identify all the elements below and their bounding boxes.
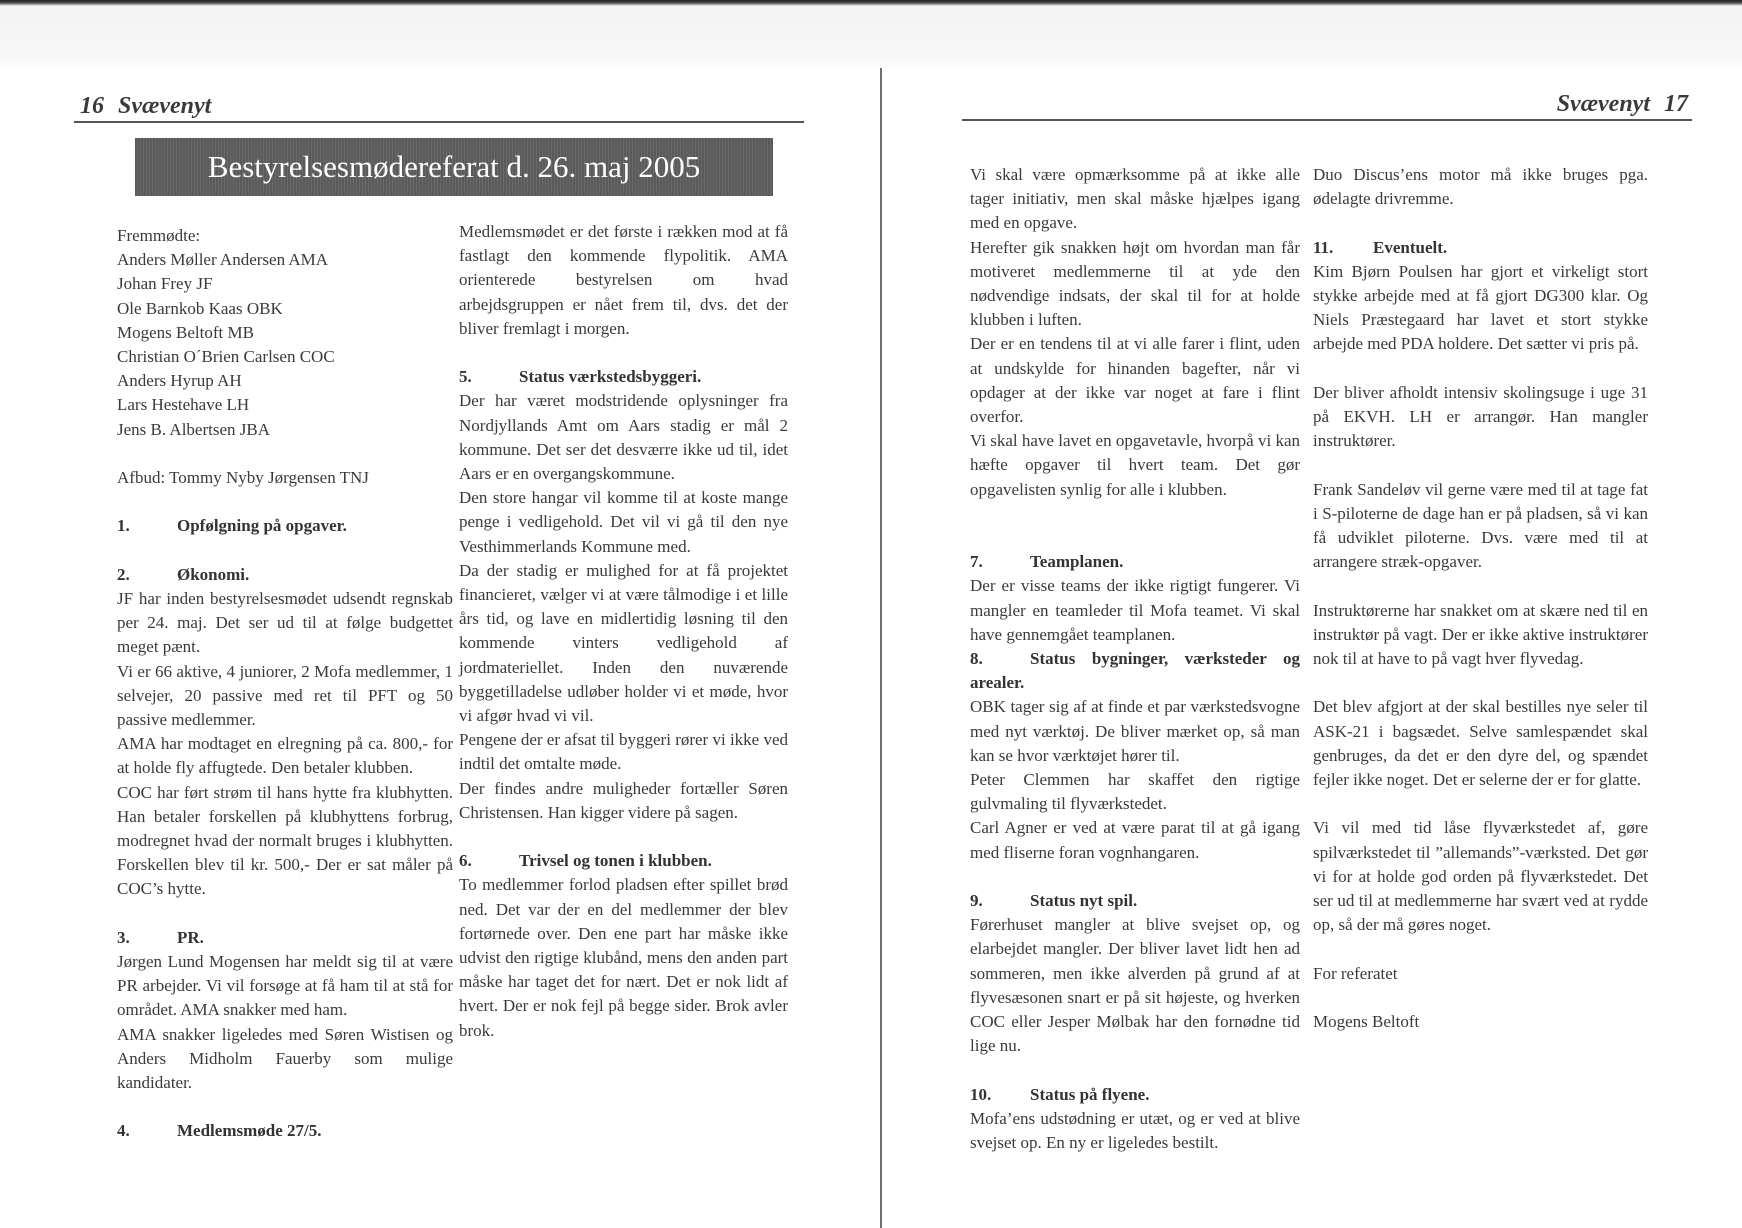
column-4 bbox=[1313, 163, 1648, 1034]
paragraph: Vi er 66 aktive, 4 juniorer, 2 Mofa medlemmer, 1 selvejer, 20 passive med ret til PFT og 50 passive medlemmer. bbox=[117, 661, 453, 730]
attendee: Johan Frey JF bbox=[117, 274, 213, 294]
paragraph: Der bliver afholdt intensiv skolingsuge i uge 31 på EKVH. LH er arrangør. Han mangler instruktører. bbox=[1313, 382, 1648, 451]
column-1 bbox=[117, 224, 453, 1144]
signature: Mogens Beltoft bbox=[1313, 1011, 1420, 1031]
section-heading-7: 7. Teamplanen. bbox=[970, 552, 1124, 572]
paragraph: Da der stadig er mulighed for at få projektet financieret, vælger vi at være tålmodige i et lille års tid, og lave en midlertidig løsning til den kommende vinters vedligehold af jordmateriellet. Inden den nuværende byggetilladelse udløber holder vi et møde, hvor vi afgør hvad vi vil. bbox=[459, 560, 788, 726]
paragraph: Vi vil med tid låse flyværkstedet af, gøre spilværkstedet til ”allemands”-værksted. Det gør vi for at holde god orden på flyværkstedet. Det ser ud til at medlemmerne har svært ved at rydde op, så der må gøres noget. bbox=[1313, 818, 1648, 935]
section-heading-4: 4. Medlemsmøde 27/5. bbox=[117, 1121, 322, 1141]
paragraph: Jørgen Lund Mogensen har meldt sig til at være PR arbejder. Vi vil forsøge at få ham til at stå for området. AMA snakker med ham. bbox=[117, 952, 453, 1020]
paragraph: AMA har modtaget en elregning på ca. 800,- for at holde fly affugtede. Den betaler klubben. bbox=[117, 734, 453, 778]
absent-note: Afbud: Tommy Nyby Jørgensen TNJ bbox=[117, 468, 369, 488]
article-title: Bestyrelsesmødereferat d. 26. maj 2005 bbox=[135, 138, 773, 196]
paragraph: Vi skal være opmærksomme på at ikke alle tager initiativ, men skal måske hjælpes igang med en opgave. bbox=[970, 165, 1300, 233]
attendee: Jens B. Albertsen JBA bbox=[117, 419, 270, 439]
column-3 bbox=[970, 163, 1300, 1155]
running-head-right bbox=[962, 90, 1692, 121]
column-2 bbox=[459, 220, 788, 1043]
paragraph: Pengene der er afsat til byggeri rører vi ikke ved indtil det omtalte møde. bbox=[459, 730, 789, 774]
attendee: Anders Møller Andersen AMA bbox=[117, 250, 329, 270]
attendee: Christian O´Brien Carlsen COC bbox=[117, 347, 335, 367]
section-heading-9: 9. Status nyt spil. bbox=[970, 891, 1138, 911]
paragraph: OBK tager sig af at finde et par værkstedsvogne med nyt værktøj. De bliver mærket op, så man kan se hvor værktøjet hører til. bbox=[970, 697, 1300, 765]
scan-top-edge bbox=[0, 0, 1742, 68]
section-heading-2: 2. Økonomi. bbox=[117, 564, 250, 584]
paragraph: Mofa’ens udstødning er utæt, og er ved at blive svejset op. En ny er ligeledes bestilt. bbox=[970, 1108, 1300, 1153]
paragraph: Medlemsmødet er det første i rækken mod at få fastlagt den kommende flypolitik. AMA orienterede bestyrelsen om hvad arbejdsgruppen er nået frem til, dvs. det der bliver fremlagt i morgen. bbox=[459, 222, 788, 338]
paragraph: JF har inden bestyrelsesmødet udsendt regnskab per 24. maj. Det ser ud til at følge budgettet meget pænt. bbox=[117, 589, 453, 657]
paragraph: Der findes andre muligheder fortæller Søren Christensen. Han kigger videre på sagen. bbox=[459, 778, 788, 822]
paragraph: Førerhuset mangler at blive svejset op, og elarbejdet mangler. Der bliver lavet lidt hen ad sommeren, men ikke alverden på grund af at flyvesæsonen snart er på sit højeste, og hverken COC eller Jesper Mølbak har den fornødne tid lige nu. bbox=[970, 915, 1300, 1056]
attendee: Ole Barnkob Kaas OBK bbox=[117, 298, 283, 318]
paragraph: Der har været modstridende oplysninger fra Nordjyllands Amt om Aars stadig er mål 2 kommune. Det ser det desværre ikke ud til, idet Aars er en overgangskommune. bbox=[459, 391, 788, 484]
paragraph: Instruktørerne har snakket om at skære ned til en instruktør på vagt. Der er ikke aktive instruktører nok til at have to på vagt hver flyvedag. bbox=[1313, 600, 1648, 668]
paragraph: Carl Agner er ved at være parat til at gå igang med fliserne foran vognhangaren. bbox=[970, 818, 1300, 862]
attendee: Lars Hestehave LH bbox=[117, 395, 250, 415]
paragraph: Kim Bjørn Poulsen har gjort et virkeligt stort stykke arbejde med at få gjort DG300 klar. Og Niels Præstegaard har lavet et stort stykke arbejde med PDA holdere. Det sætter vi pris på. bbox=[1313, 261, 1648, 354]
paragraph: Herefter gik snakken højt om hvordan man får motiveret medlemmerne til at yde den nødvendige indsats, der skal til for at holde klubben i luften. bbox=[970, 237, 1300, 330]
attendees-label: Fremmødte: bbox=[117, 226, 201, 245]
section-heading-11: 11. Eventuelt. bbox=[1313, 237, 1448, 257]
paragraph: AMA snakker ligeledes med Søren Wistisen og Anders Midholm Fauerby som mulige kandidater. bbox=[117, 1024, 453, 1093]
section-heading-8: 8. Status bygninger, værksteder og arealer. bbox=[970, 649, 1300, 693]
paragraph: To medlemmer forlod pladsen efter spillet brød ned. Det var der en del medlemmer der blev fortørnede over. Den ene part har måske ikke udvist den rigtige klubånd, mens den anden part måske har taget det for nært. Det er nok lidt af hvert. Der er nok fejl på begge sider. Brok avler brok. bbox=[459, 875, 788, 1040]
paragraph: Der er visse teams der ikke rigtigt fungerer. Vi mangler en teamleder til Mofa teamet. Vi skal have gennemgået teamplanen. bbox=[970, 576, 1300, 644]
page-number-right: 17 bbox=[1664, 91, 1688, 117]
paragraph: Peter Clemmen har skaffet den rigtige gulvmaling til flyværkstedet. bbox=[970, 770, 1300, 814]
section-heading-10: 10. Status på flyene. bbox=[970, 1084, 1150, 1104]
section-heading-1: 1. Opfølgning på opgaver. bbox=[117, 516, 347, 536]
page-spine bbox=[880, 68, 882, 1228]
attendee: Anders Hyrup AH bbox=[117, 371, 242, 391]
paragraph: COC har ført strøm til hans hytte fra klubhytten. Han betaler forskellen på klubhyttens forbrug, modregnet hvad der normalt bruges i klubhytten. Forskellen blev til kr. 500,- Der er sat måler på COC’s hytte. bbox=[117, 782, 453, 899]
closing-label: For referatet bbox=[1313, 963, 1398, 983]
paragraph: Vi skal have lavet en opgavetavle, hvorpå vi kan hæfte opgaver til hvert team. Det gør opgavelisten synlig for alle i klubben. bbox=[970, 431, 1300, 499]
paragraph: Den store hangar vil komme til at koste mange penge i vedligehold. Det vil vi gå til den nye Vesthimmerlands Kommune med. bbox=[459, 488, 788, 556]
attendee: Mogens Beltoft MB bbox=[117, 322, 254, 342]
publication-name-left: Svævenyt bbox=[118, 93, 212, 119]
paragraph: Det blev afgjort at der skal bestilles nye seler til ASK-21 i bagsædet. Selve samlespændet skal genbruges, da det er den dyre del, og spændet fejler ikke noget. Det er selerne der er for glatte. bbox=[1313, 697, 1648, 789]
section-heading-5: 5. Status værkstedsbyggeri. bbox=[459, 367, 702, 387]
paragraph: Frank Sandeløv vil gerne være med til at tage fat i S-piloterne de dage han er på pladsen, så vi kan få udviklet piloterne. Dvs. være med til at arrangere stræk-opgaver. bbox=[1313, 479, 1648, 572]
publication-name-right: Svævenyt bbox=[1556, 91, 1650, 117]
section-heading-3: 3. PR. bbox=[117, 927, 204, 947]
paragraph: Der er en tendens til at vi alle farer i flint, uden at undskylde for hinanden bagefter, når vi opdager at der ikke var noget at fare i flint overfor. bbox=[970, 334, 1300, 427]
running-head-left bbox=[74, 92, 804, 123]
page-number-left: 16 bbox=[80, 93, 104, 119]
paragraph: Duo Discus’ens motor må ikke bruges pga. ødelagte drivremme. bbox=[1313, 165, 1648, 209]
section-heading-6: 6. Trivsel og tonen i klubben. bbox=[459, 851, 712, 871]
